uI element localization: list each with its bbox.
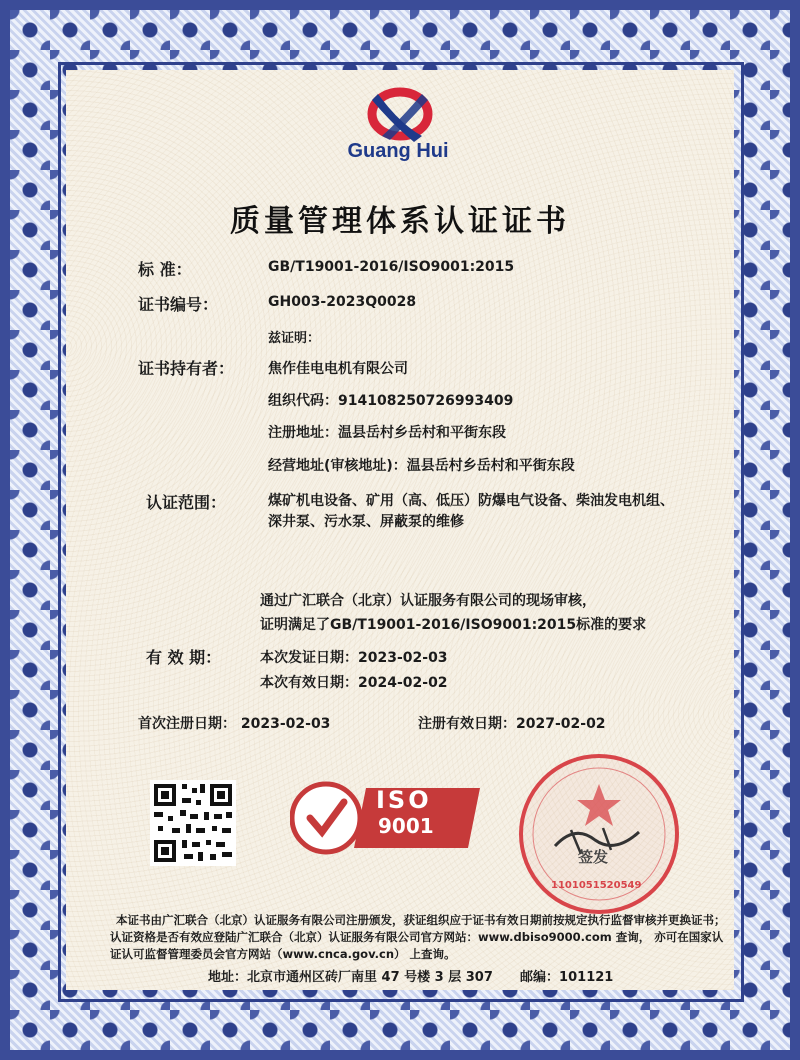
scope-line-1: 煤矿机电设备、矿用（高、低压）防爆电气设备、柴油发电机组、: [268, 493, 674, 509]
standard-label: 标 准：: [138, 260, 192, 279]
footer-line-3: 证认可监督管理委员会官方网站（www.cnca.gov.cn） 上查询。: [110, 947, 456, 961]
iso-badge-line-2: 9001: [378, 814, 434, 838]
footer-line-1: 本证书由广汇联合（北京）认证服务有限公司注册颁发，获证组织应于证书有效日期前按规定执行监督审核并更换证书；: [116, 913, 726, 927]
registered-address: 注册地址：温县岳村乡岳村和平街东段: [268, 425, 506, 441]
statement-line-1: 通过广汇联合（北京）认证服务有限公司的现场审核，: [260, 593, 596, 609]
hereby-text: 兹证明：: [268, 331, 321, 346]
certificate-title: 质量管理体系认证证书: [230, 204, 570, 239]
certification-seal-icon: [515, 750, 683, 918]
operating-address: 经营地址(审核地址)：温县岳村乡岳村和平街东段: [268, 458, 575, 474]
holder-name: 焦作佳电电机有限公司: [268, 361, 408, 377]
registration-expiry-date: 注册有效日期：2027-02-02: [418, 716, 606, 732]
standard-value: GB/T19001-2016/ISO9001:2015: [268, 259, 515, 275]
first-registration-date: 首次注册日期： 2023-02-03: [138, 716, 331, 732]
holder-label: 证书持有者：: [138, 359, 235, 378]
cert-no-label: 证书编号：: [138, 295, 219, 314]
seal-signature-label: 签发: [578, 848, 609, 866]
brand-name: Guang Hui: [347, 140, 449, 162]
scope-label: 认证范围：: [146, 493, 227, 512]
footer-address: 地址：北京市通州区砖厂南里 47 号楼 3 层 307 邮编：101121: [208, 970, 614, 985]
footer-line-2: 认证资格是否有效应登陆广汇联合（北京）认证服务有限公司官方网站：www.dbiso9000.com 查询， 亦可在国家认: [110, 930, 724, 944]
validity-label: 有 效 期：: [146, 648, 222, 667]
issue-date: 本次发证日期：2023-02-03: [260, 650, 448, 666]
scope-line-2: 深井泵、污水泵、屏蔽泵的维修: [268, 514, 464, 530]
cert-no-value: GH003-2023Q0028: [268, 294, 417, 310]
qr-code-icon: [150, 780, 236, 866]
seal-number: 1101051520549: [551, 880, 642, 891]
org-code: 组织代码：914108250726993409: [268, 393, 514, 409]
statement-line-2: 证明满足了GB/T19001-2016/ISO9001:2015标准的要求: [260, 617, 647, 633]
iso-badge-line-1: ISO: [376, 786, 432, 814]
valid-date: 本次有效日期：2024-02-02: [260, 675, 448, 691]
